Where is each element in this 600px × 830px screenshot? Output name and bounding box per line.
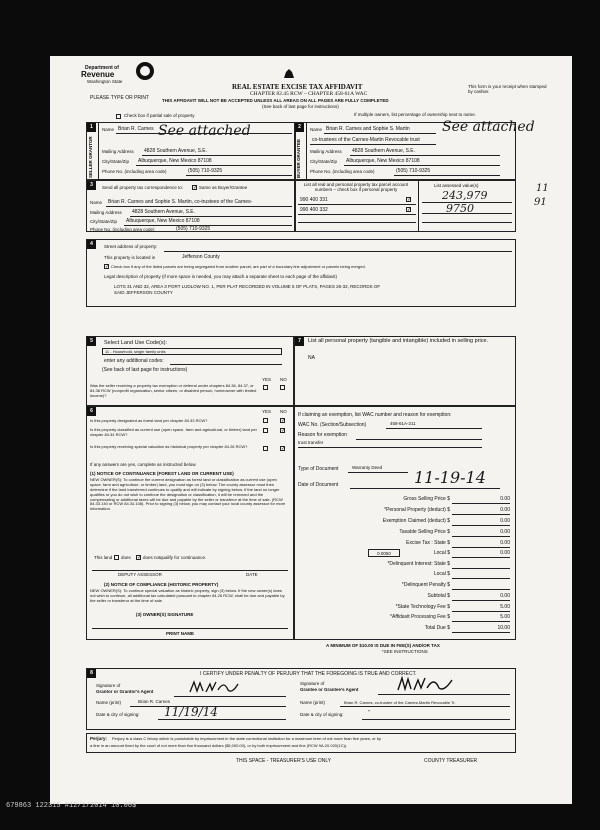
footer-stamp: 679863 122315 #12/1/2014 10.00$ [6,802,137,810]
exemption-reason-label: Reason for exemption [298,432,347,438]
buyer-city[interactable]: Albuquerque, New Mexico 87108 [346,158,420,164]
land-use-code-select[interactable] [102,348,282,355]
grantee-sig-label-1: Signature of [300,681,325,686]
exemption-reason[interactable]: trust transfer [298,440,324,445]
seller-side-label: SELLER GRANTOR [88,136,93,178]
buyer-mail[interactable]: 4828 Southern Avenue, S.E. [352,148,416,154]
certify-statement: I CERTIFY UNDER PENALTY OF PERJURY THAT THE FOREGOING IS TRUE AND CORRECT. [200,671,417,677]
buyer-handwritten-note: See attached [442,119,535,135]
tax-row-value-3[interactable]: 0.00 [500,529,510,535]
correspondence-label: Send all property tax correspondence to: [102,185,184,190]
corr-mail[interactable]: 4828 Southern Avenue, S.E. [132,209,196,215]
county-label: This property is located in [104,255,156,260]
cu-p1: NEW OWNER(S): To continue the current designation as forest land or classification as current use (open space, farm and agriculture, or timber) land, you must sign on (3) below. The county assessor must then determine if the land transferred continues to qualify and will indicate by signing below. If the land no longer qualifies or you do not wish to continue the designation or classification, it will be removed and the compensating or additional taxes will be due and payable by the seller or transferor at the time of sale. (RCW 84.33.140 or RCW 84.34.108). Prior to signing (3) below, you may contact your local county assessor for more information. [90,477,286,512]
revenue-logo-icon [136,62,154,80]
parcel-personal-checkbox-2[interactable]: ✓ [407,207,412,213]
grantee-sig-label-2: Grantee or Grantee's Agent [300,687,359,692]
tax-row-label-3: Taxable Selling Price $ [399,529,450,535]
section-number-7: 7 [295,337,304,346]
buyer-city-label: City/State/Zip [310,159,338,164]
see-instructions: *SEE INSTRUCTIONS [382,649,428,654]
land-use-label: Select Land Use Code(s): [104,340,167,346]
affidavit-page [50,56,572,804]
multiple-owners-note: If multiple owners, list percentage of ownership next to name. [354,112,477,117]
tax-row-value-9[interactable]: 0.00 [500,593,510,599]
cu-yes: YES [262,409,272,414]
buyer-mail-label: Mailing Address [310,149,342,154]
seller-name-label: Name [102,127,115,132]
grantor-date[interactable]: 11/19/14 [164,705,218,719]
tax-row-label-0: Gross Selling Price $ [403,496,450,502]
parcels-header: List all real and personal property tax parcel account numbers – check box if personal property [303,182,409,193]
grantor-sig-label-1: Signature of [96,683,121,688]
land-use-see-back: (See back of last page for instructions) [102,367,188,373]
tax-row-value-2[interactable]: 0.00 [500,518,510,524]
segregated-label: Check box if any of the listed parcels are being segregated from another parcel, are part of a boundary line adjustment or parcels being merged. [111,264,366,269]
doc-date-label: Date of Document [298,482,339,488]
tax-row-value-11[interactable]: 5.00 [500,614,510,620]
corr-city-label: City/State/Zip [90,219,118,224]
partial-sale-label: Check box if partial sale of property [124,113,195,118]
tax-row-label-4: Excise Tax : State $ [406,540,450,546]
corr-city[interactable]: Albuquerque, New Mexico 87108 [126,218,200,224]
cu-q1-no[interactable]: ✓ [281,418,286,424]
tax-row-value-5[interactable]: 0.00 [500,550,510,556]
tax-row-value-0[interactable]: 0.00 [500,496,510,502]
tax-row-label-1: *Personal Property (deduct) $ [384,507,450,513]
section-number-3: 3 [87,181,96,190]
personal-property-section [294,336,516,406]
grantee-date-label: Date & city of signing: [300,712,344,717]
parcel-personal-checkbox-1[interactable]: ✓ [407,197,412,203]
cu-q3-no[interactable]: ✓ [281,446,286,452]
see-back-note: (See back of last page for instructions) [262,104,339,109]
current-use-section [86,406,294,640]
tax-row-label-7: Local $ [433,571,450,577]
print-name-label: PRINT NAME [166,631,194,636]
section-number-5: 5 [87,337,96,346]
exemption-claim-label: If claiming an exemption, list WAC number and reason for exemption: [298,412,452,418]
seller-phone-label: Phone No. (including area code) [102,169,167,174]
exempt-no-checkbox[interactable] [280,385,285,390]
cu-no: NO [280,409,287,414]
tax-row-label-8: *Delinquent Penalty $ [401,582,450,588]
legal-line-2[interactable]: SAID JEFFERSON COUNTY [114,290,173,295]
land-use-code: 11 - Household, single family units [105,349,166,354]
land-does-label: does [121,555,131,560]
corr-name-label: Name [90,200,103,205]
land-does-not-checkbox[interactable]: ✓ [137,555,142,561]
tax-row-value-12[interactable]: 10.00 [497,625,510,631]
minimum-fee-note: A MINIMUM OF $10.00 IS DUE IN FEE(S) AND/OR TAX [326,643,440,648]
cu-h2: (2) NOTICE OF COMPLIANCE (HISTORIC PROPERTY) [104,582,219,587]
grantee-name[interactable]: Brian R. Carnes, co-trustee of the Carnes-Martin Revocable Tr. [344,700,456,705]
corr-mail-label: Mailing Address [90,210,122,215]
perjury-text-1: Perjury is a class C felony which is punishable by imprisonment in the state correctional institution for a maximum term of not more than five years, or by [112,736,382,741]
seller-mail[interactable]: 4828 Southern Avenue, S.E. [144,148,208,154]
personal-value[interactable]: NA [308,355,315,361]
land-use-no: NO [280,377,287,382]
grantor-sig-label-2: Grantor or Grantor's Agent [96,689,154,694]
tax-row-label-6: *Delinquent Interest: State $ [387,561,450,567]
grantor-name[interactable]: Brian R. Carnes [138,699,171,704]
doc-date[interactable]: 11-19-14 [414,468,486,487]
buyer-side-label: BUYER GRANTEE [296,138,301,178]
cu-if-yes: If any answers are yes, complete as instructed below. [90,462,197,467]
dept-line-2: Revenue [81,70,115,79]
parcel-value-2[interactable]: 9750 [446,202,474,215]
tax-row-label-11: *Affidavit Processing Fee $ [390,614,450,620]
seller-city[interactable]: Albuquerque, New Mexico 87108 [138,158,212,164]
wac-value[interactable]: 458-61A-211 [390,421,416,426]
margin-note-1: 11 [536,183,549,194]
doc-type-label: Type of Document [298,466,339,472]
dept-line-3: Washington State [87,79,123,84]
buyer-phone-label: Phone No. (including area code) [310,169,375,174]
tax-row-value-1[interactable]: 0.00 [500,507,510,513]
cu-h3: (3) OWNER(S) SIGNATURE [136,612,194,617]
print-note: PLEASE TYPE OR PRINT [90,95,150,101]
section-number-2: 2 [295,123,304,132]
cu-q3-yes[interactable] [263,446,268,451]
margin-note-2: 91 [534,197,547,208]
local-rate-box[interactable]: 0.0050 [368,549,400,557]
grantee-name-label: Name (print) [300,700,326,705]
cu-p2: NEW OWNER(S): To continue special valuation as historic property, sign (3) below. If the new owner(s) does not wish to continue, all additional tax calculated pursuant to chapter 84.26 RCW, shall be due and payable by the seller or transferor at the time of sale. [90,588,285,603]
seller-mail-label: Mailing Address [102,149,134,154]
perjury-text-2: a fine in an amount fixed by the court of not more than five thousand dollars ($5,000.00), or by both imprisonment and fine (RCW 9A.20.020(1C)). [90,743,348,748]
tax-row-label-9: Subtotal $ [427,593,450,599]
land-does-not-label: does not [143,555,161,560]
additional-codes-label: enter any additional codes: [104,358,164,364]
corr-name[interactable]: Brian R. Carnes and Sophie S. Martin, co-trustees of the Carnes- [108,199,253,205]
tax-row-value-4[interactable]: 0.00 [500,540,510,546]
seller-handwritten-note: See attached [158,123,251,139]
assessed-header: List assessed value(s) [434,183,479,188]
tax-row-label-10: *State Technology Fee $ [395,604,450,610]
seller-city-label: City/State/Zip [102,159,130,164]
section-number-4: 4 [87,240,96,249]
legal-line-1[interactable]: LOTS 31 AND 32, AREA 3 PORT LUDLOW NO. 1, PER PLAT RECORDED IN VOLUME 5 OF PLATS, PAGES 26-32, RECORDS OF [114,284,381,289]
state-seal-icon [282,68,296,80]
buyer-phone[interactable]: (505) 710-9325 [396,168,431,174]
buyer-name-line2[interactable]: co-trustees of the Carnes-Martin Revocable trust [312,137,420,143]
deputy-date-label: DATE [246,572,258,577]
cu-q2: Is this property classified as current use (open space, farm and agricultural, or timber) land per chapter 84.34 RCW? [90,427,257,437]
form-chapter: CHAPTER 82.45 RCW – CHAPTER 458-61A WAC [250,91,368,97]
land-does-checkbox[interactable] [114,555,119,560]
tax-row-label-5: Local $ [433,550,450,556]
cu-q2-no[interactable]: ✓ [281,428,286,434]
seller-phone[interactable]: (505) 710-9325 [188,168,223,174]
cu-q1: Is this property designated as forest land per chapter 84.33 RCW? [90,418,208,423]
parcel-account-2[interactable]: 990 400 332 [300,207,328,213]
parcel-account-1[interactable]: 990 400 331 [300,197,328,203]
form-title: REAL ESTATE EXCISE TAX AFFIDAVIT [232,83,363,91]
corr-phone[interactable]: (505) 710-9325 [176,226,211,232]
cu-q1-yes[interactable] [263,418,268,423]
dept-line-1: Department of [85,65,119,71]
grantee-date[interactable]: " [368,710,370,716]
section-number-8: 8 [87,669,96,678]
section-number-6: 6 [87,407,96,416]
exempt-question: Was the seller receiving a property tax exemption or deferral under chapters 84.36, 84.37, or 84.38 RCW (nonprofit organization, senior citizen, or disabled person, homeowner with limited income)? [90,383,257,398]
legal-label: Legal description of property (if more space is needed, you may attach a separate sheet to each page of the affidavit) [104,274,338,279]
same-as-buyer-checkbox[interactable]: ✓ [193,185,198,191]
partial-sale-checkbox[interactable] [116,114,121,119]
corr-phone-label: Phone No. (including area code) [90,227,155,232]
section-number-1: 1 [87,123,96,132]
buyer-name-label: Name [310,127,323,132]
tax-row-value-10[interactable]: 5.00 [500,604,510,610]
wac-label: WAC No. (Section/Subsection) [298,422,367,428]
cu-q2-yes[interactable] [263,428,268,433]
county-treasurer: COUNTY TREASURER [424,758,478,764]
doc-type[interactable]: Warranty Deed [352,465,383,470]
buyer-name[interactable]: Brian R. Carnes and Sophie S. Martin [326,126,410,132]
tax-row-label-12: Total Due $ [424,625,450,631]
this-land-label: This land [94,555,113,560]
receipt-note: This form is your receipt when stamped by cashier. [468,84,547,95]
tax-row-label-2: Exemption Claimed (deduct) $ [382,518,450,524]
parcel-value-1[interactable]: 243,979 [442,189,488,202]
same-as-buyer-label: Same as Buyer/Grantee [199,185,248,190]
form-warning: THIS AFFIDAVIT WILL NOT BE ACCEPTED UNLESS ALL AREAS ON ALL PAGES ARE FULLY COMPLETED [162,98,389,103]
seller-name[interactable]: Brian R. Carnes [118,126,154,132]
grantor-date-label: Date & city of signing: [96,712,140,717]
cu-h1: (1) NOTICE OF CONTINUANCE (FOREST LAND OR CURRENT USE) [90,471,234,476]
exempt-yes-checkbox[interactable] [263,385,268,390]
perjury-label: Perjury: [90,736,108,741]
land-qualify-label: qualify for continuance. [160,555,207,560]
grantor-name-label: Name (print) [96,700,122,705]
cu-q3: Is this property receiving special valuation as historical property per chapter 84.26 RCW? [90,444,248,449]
deputy-assessor-label: DEPUTY ASSESSOR [118,572,162,577]
segregated-checkbox[interactable]: ✓ [105,264,110,270]
county-value[interactable]: Jefferson County [182,254,220,260]
land-use-yes: YES [262,377,272,382]
personal-label: List all personal property (tangible and intangible) included in selling price. [308,338,489,344]
treasurer-use-only: THIS SPACE - TREASURER'S USE ONLY [236,758,332,764]
street-label: Street address of property: [104,244,158,249]
